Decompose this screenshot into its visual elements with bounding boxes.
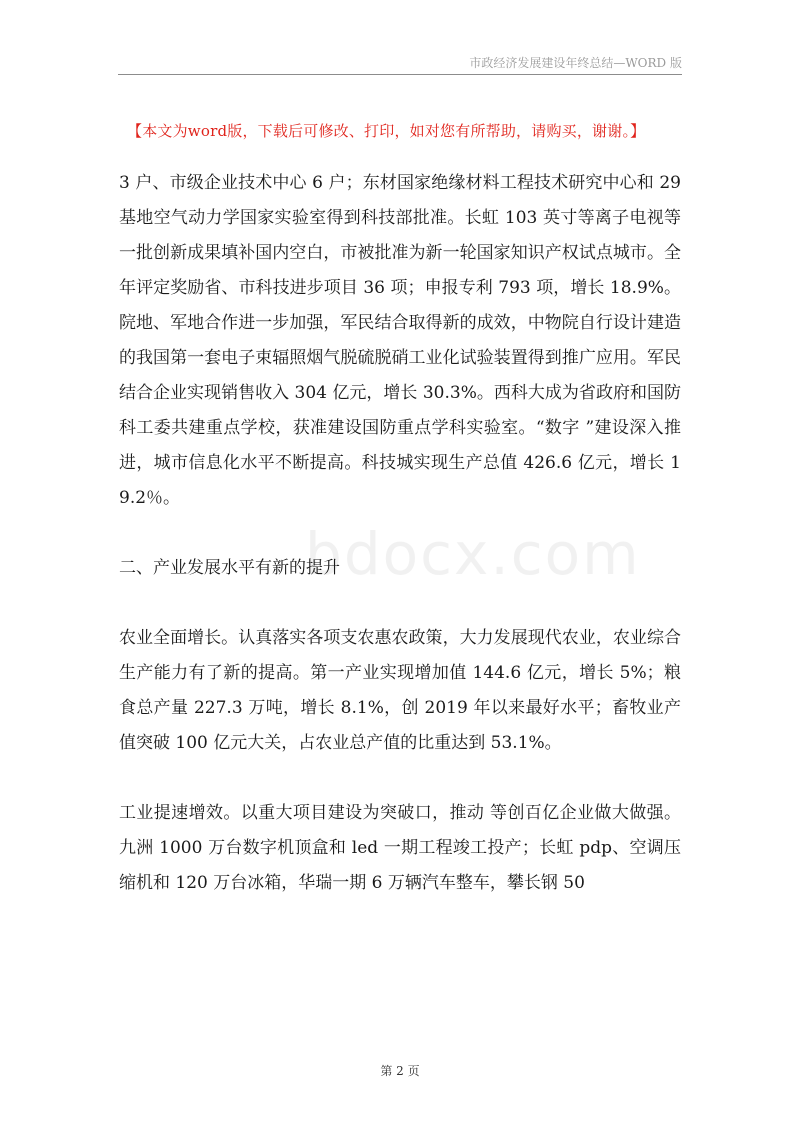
- page-number: 第 2 页: [380, 1064, 420, 1078]
- section-heading: 二、产业发展水平有新的提升: [119, 558, 340, 578]
- header-title: 市政经济发展建设年终总结—WORD 版: [469, 56, 682, 70]
- body-paragraph: 3 户、市级企业技术中心 6 户；东材国家绝缘材料工程技术研究中心和 29 基地空气动力学国家实验室得到科技部批准。长虹 103 英寸等离子电视等一批创新成果填补国内空白，市被批准为新一轮国家知识产权试点城市。全年评定奖励省、市科技进步项目 36 项；申报专利 793 项，增长 18.9%。院地、军地合作进一步加强，军民结合取得新的成效，中物院自行设计建造的我国第一套电子束辐照烟气脱硫脱硝工业化试验装置得到推广应用。军民结合企业实现销售收入 304 亿元，增长 30.3%。西科大成为省政府和国防科工委共建重点学校，获准建设国防重点学科实验室。“数字 ”建设深入推进，城市信息化水平不断提高。科技城实现生产总值 426.6 亿元，增长 19.2％。: [119, 173, 681, 508]
- watermark: bdocx.com: [305, 520, 641, 588]
- body-paragraph: 工业提速增效。以重大项目建设为突破口，推动 等创百亿企业做大做强。九洲 1000 万台数字机顶盒和 led 一期工程竣工投产；长虹 pdp、空调压缩机和 120 万台冰箱，华瑞一期 6 万辆汽车整车，攀长钢 50: [119, 803, 681, 893]
- body-paragraph: 农业全面增长。认真落实各项支农惠农政策，大力发展现代农业，农业综合生产能力有了新的提高。第一产业实现增加值 144.6 亿元，增长 5%；粮食总产量 227.3 万吨，增长 8.1%，创 2019 年以来最好水平；畜牧业产值突破 100 亿元大关，占农业总产值的比重达到 53.1%。: [119, 628, 681, 753]
- document-body: [119, 166, 681, 901]
- page-header: [118, 54, 682, 75]
- download-notice: 【本文为word版，下载后可修改、打印，如对您有所帮助，请购买，谢谢。】: [127, 122, 646, 140]
